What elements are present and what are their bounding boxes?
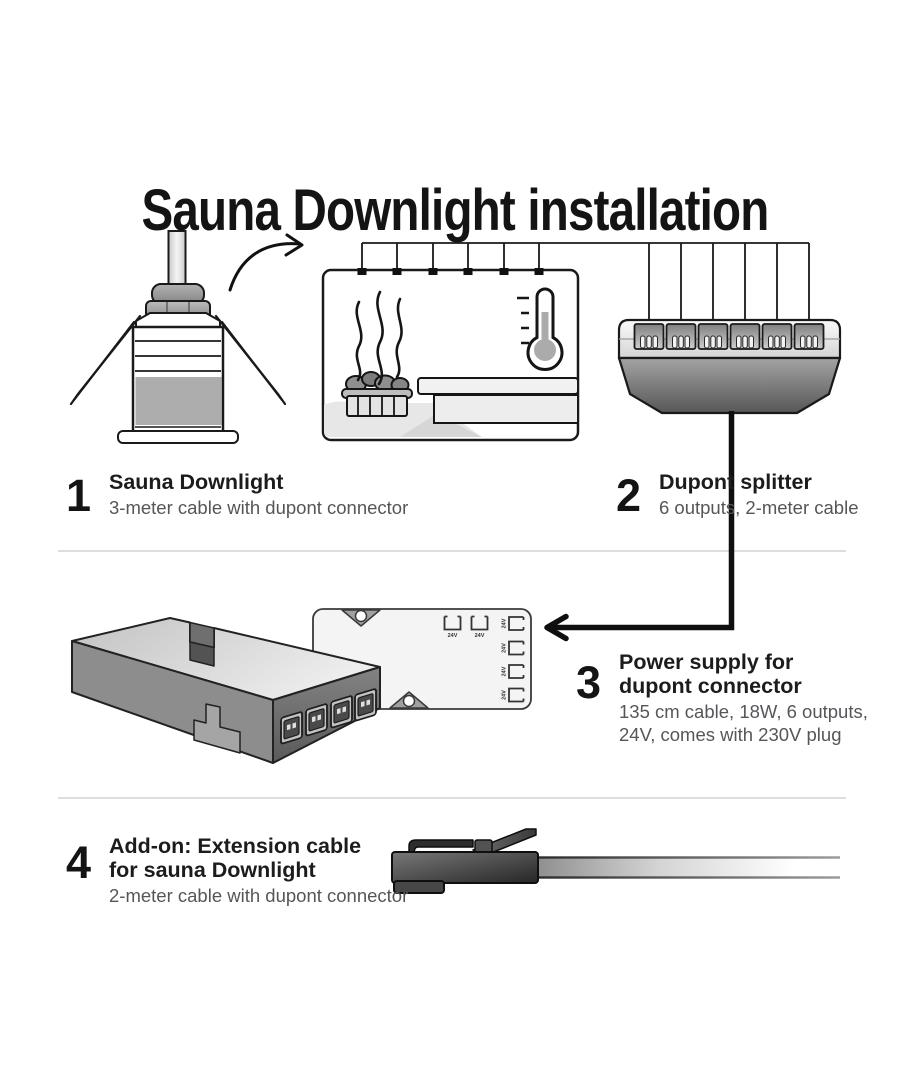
step-number: 3 [576, 657, 601, 708]
svg-text:24V: 24V [447, 633, 458, 639]
step-heading: for sauna Downlight [109, 858, 316, 883]
connector-body [392, 852, 538, 883]
svg-text:24V: 24V [501, 690, 508, 700]
bench-upper [418, 378, 578, 394]
step-number: 4 [66, 837, 91, 888]
step-number: 1 [66, 470, 91, 521]
step-4 [66, 834, 408, 908]
step-description: 2-meter cable with dupont connector [109, 885, 409, 907]
step-heading: dupont connector [619, 674, 802, 699]
step-description: 135 cm cable, 18W, 6 outputs, [619, 701, 868, 723]
step-description: 6 outputs, 2-meter cable [659, 497, 859, 519]
step-heading: Power supply for [619, 650, 794, 674]
step-number: 2 [616, 470, 641, 521]
sauna-room-illustration [323, 268, 578, 440]
step-2 [616, 470, 859, 520]
step-heading: Add-on: Extension cable [109, 834, 362, 858]
step-heading: Sauna Downlight [109, 470, 284, 494]
step-description: 3-meter cable with dupont connector [109, 497, 409, 519]
svg-text:24V: 24V [501, 666, 508, 677]
extension-cable-illustration [392, 829, 840, 893]
dupont-splitter-illustration [619, 320, 840, 413]
stove-basket [347, 396, 407, 416]
mounting-hole [356, 611, 367, 622]
step-description: 24V, comes with 230V plug [619, 723, 842, 745]
svg-text:24V: 24V [474, 633, 485, 639]
step-heading: Dupont splitter [659, 470, 812, 494]
step-1 [66, 470, 408, 520]
splitter-cable-arrow [547, 411, 732, 639]
step-3 [576, 650, 868, 746]
page-title: Sauna Downlight installation [141, 177, 769, 243]
svg-text:24V: 24V [501, 643, 508, 653]
downlight-illustration [71, 231, 285, 443]
bench-lower [434, 395, 578, 423]
svg-text:24V: 24V [501, 618, 508, 629]
mounting-hole [404, 696, 415, 707]
